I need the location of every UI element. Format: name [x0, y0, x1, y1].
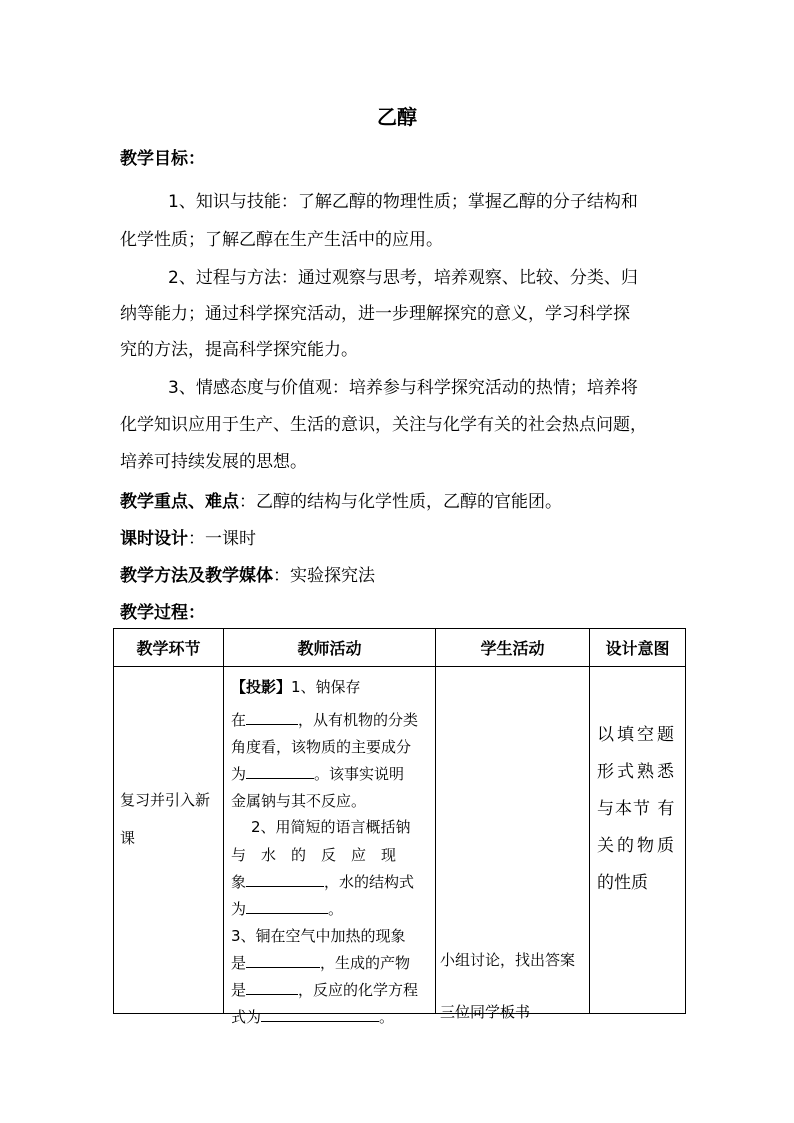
key-points [120, 490, 562, 514]
student-line2: 三位同学板书 [440, 1003, 531, 1021]
teacher-activity-cell [224, 667, 436, 1026]
header-stage: 教学环节 [114, 629, 224, 667]
header-design-intent: 设计意图 [590, 629, 686, 667]
key-points-label: 教学重点、难点 [120, 492, 239, 512]
teacher-line12b: ，反应的化学方程 [298, 981, 419, 999]
objective-process-line1: 2、过程与方法：通过观察与思考，培养观察、比较、分类、归 [168, 268, 638, 288]
teacher-line7: 与 水 的 反 应 现 [231, 846, 397, 864]
teacher-line8a: 象 [231, 873, 247, 891]
teacher-line4a: 为 [231, 765, 247, 783]
class-hours [120, 527, 256, 551]
projection-tag: 【投影】 [231, 678, 292, 696]
class-hours-value: ：一课时 [188, 529, 256, 549]
fill-blank [261, 1007, 379, 1022]
teacher-line6: 2、用简短的语言概括钠 [251, 818, 411, 836]
stage-line1: 复习并引入新 [120, 791, 211, 809]
document-title: 乙醇 [377, 105, 417, 129]
objectives-heading: 教学目标： [120, 149, 205, 169]
header-teacher-activity: 教师活动 [224, 629, 436, 667]
intent-line1: 以填空题 [597, 725, 677, 745]
teacher-line10: 3、铜在空气中加热的现象 [231, 927, 406, 945]
header-student-activity: 学生活动 [436, 629, 590, 667]
objective-process-line2: 纳等能力；通过科学探究活动，进一步理解探究的意义，学习科学探 [120, 304, 630, 324]
teacher-line11b: ，生成的产物 [320, 954, 411, 972]
table-header-row [114, 629, 686, 667]
table-row [114, 667, 686, 1014]
teacher-line13a: 式为 [231, 1008, 262, 1026]
teacher-line9b: 。 [328, 900, 344, 918]
stage-line2: 课 [120, 829, 136, 847]
teacher-line2a: 在 [231, 711, 247, 729]
teacher-line12a: 是 [231, 981, 247, 999]
teacher-line1: 1、钠保存 [291, 678, 361, 696]
intent-line3: 与本节 有 [597, 799, 676, 819]
student-line1: 小组讨论，找出答案 [440, 951, 576, 969]
intent-line5: 的性质 [597, 873, 648, 893]
teaching-method [120, 564, 375, 588]
teaching-process-table [113, 628, 686, 1026]
teacher-line13b: 。 [379, 1008, 395, 1026]
fill-blank [246, 764, 314, 779]
student-activity-cell [436, 667, 590, 1021]
fill-blank [246, 980, 298, 995]
intent-line4: 关的物质 [597, 836, 677, 856]
objective-emotion-line3: 培养可持续发展的思想。 [120, 452, 307, 472]
key-points-value: ：乙醇的结构与化学性质，乙醇的官能团。 [239, 492, 562, 512]
fill-blank [246, 872, 324, 887]
fill-blank [246, 710, 298, 725]
fill-blank [246, 953, 320, 968]
method-label: 教学方法及教学媒体 [120, 566, 273, 586]
objective-emotion-line2: 化学知识应用于生产、生活的意识，关注与化学有关的社会热点问题， [120, 415, 647, 435]
teacher-line11a: 是 [231, 954, 247, 972]
teacher-line3: 角度看，该物质的主要成分 [231, 738, 412, 756]
teacher-line5: 金属钠与其不反应。 [231, 792, 367, 810]
teacher-line9a: 为 [231, 900, 247, 918]
teacher-line2b: ，从有机物的分类 [298, 711, 419, 729]
class-hours-label: 课时设计 [120, 529, 188, 549]
objective-knowledge-line2: 化学性质；了解乙醇在生产生活中的应用。 [120, 230, 443, 250]
teacher-line8b: ，水的结构式 [324, 873, 415, 891]
intent-line2: 形式熟悉 [597, 762, 677, 782]
method-value: ：实验探究法 [273, 566, 375, 586]
teacher-line4b: 。该事实说明 [314, 765, 405, 783]
objective-knowledge-line1: 1、知识与技能：了解乙醇的物理性质；掌握乙醇的分子结构和 [168, 192, 638, 212]
design-intent-cell [590, 667, 686, 1014]
fill-blank [246, 899, 328, 914]
objective-emotion-line1: 3、情感态度与价值观：培养参与科学探究活动的热情；培养将 [168, 378, 638, 398]
process-heading: 教学过程： [120, 603, 205, 623]
stage-cell [114, 667, 224, 1014]
objective-process-line3: 究的方法，提高科学探究能力。 [120, 340, 358, 360]
